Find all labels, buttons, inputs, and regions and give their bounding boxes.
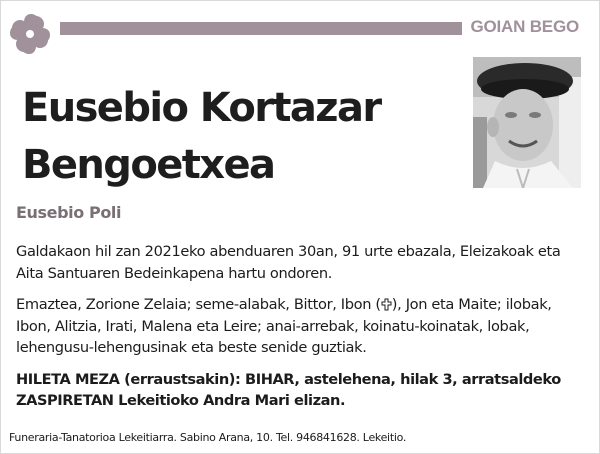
header-label: GOIAN BEGO	[470, 17, 579, 36]
notice-body	[16, 241, 586, 422]
cross-icon	[381, 296, 392, 309]
family-text-end: ), Jon eta Maite; ilobak, Ibon, Alitzia, Irati, Malena eta Leire; anai-arrebak, koinatu-koinatak, lobak, lehengusu-lehengusinak eta beste senide guztiak.	[16, 296, 552, 356]
death-paragraph: Galdakaon hil zan 2021eko abenduaren 30an, 91 urte ebazala, Eleizakoak eta Aita Santuaren Bedeinkapena hartu ondoren.	[16, 243, 561, 282]
name-line-2: Bengoetxea	[22, 142, 275, 188]
family-text-start: Emaztea, Zorione Zelaia; seme-alabak, Bittor, Ibon (	[16, 296, 381, 313]
header-divider-bar	[60, 22, 462, 35]
funeral-home-footer: Funeraria-Tanatorioa Lekeitiarra. Sabino Arana, 10. Tel. 946841628. Lekeitio.	[9, 431, 407, 444]
lauburu-icon	[4, 8, 56, 60]
portrait-photo	[473, 57, 581, 188]
deceased-name	[22, 80, 452, 194]
family-paragraph	[16, 294, 586, 359]
nickname: Eusebio Poli	[16, 203, 122, 222]
name-line-1: Eusebio Kortazar	[22, 85, 381, 131]
funeral-paragraph: HILETA MEZA (erraustsakin): BIHAR, astelehena, hilak 3, arratsaldeko ZASPIRETAN Lekeitioko Andra Mari elizan.	[16, 370, 561, 409]
